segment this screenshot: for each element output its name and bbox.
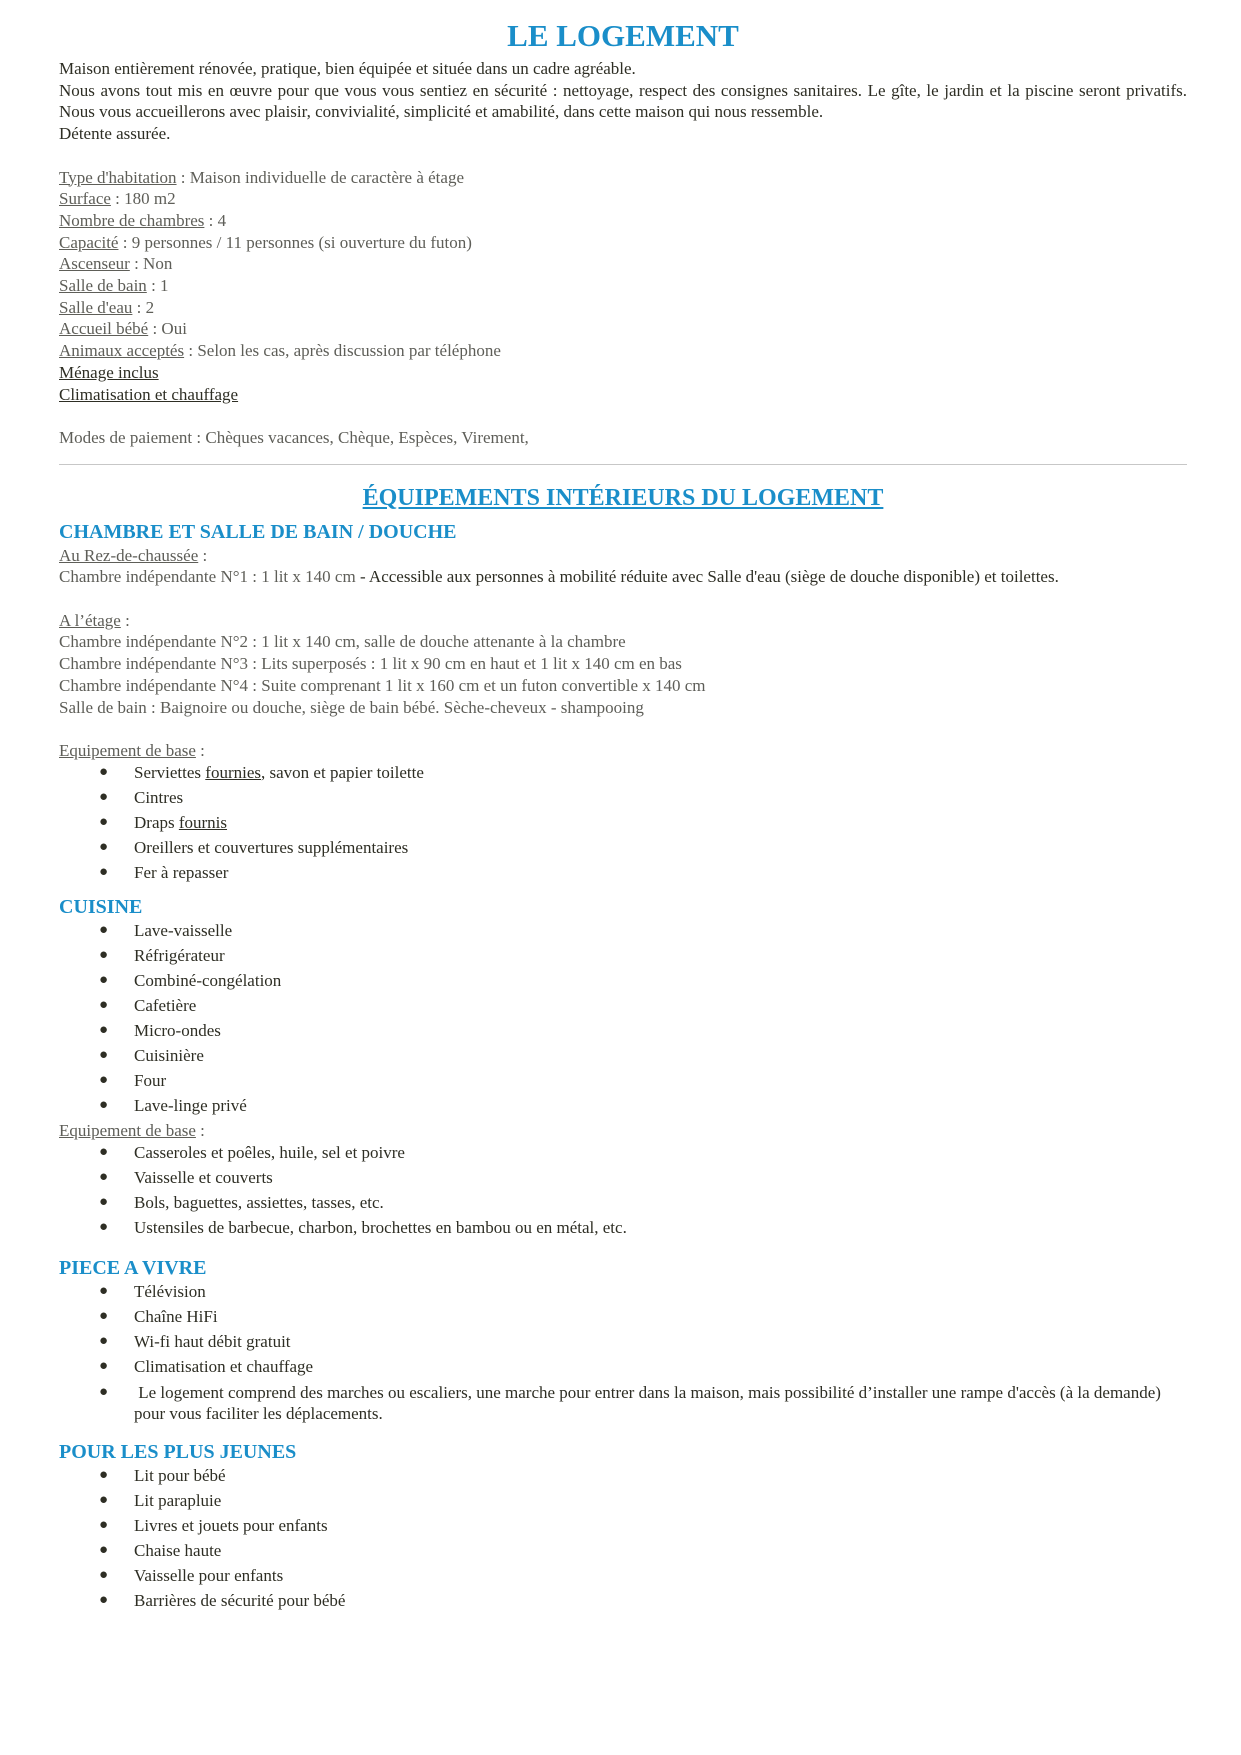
equip-label: Equipement de base	[59, 740, 196, 760]
item-text-underlined: fournies	[205, 762, 262, 782]
spec-row	[59, 297, 1187, 319]
etage-line: Chambre indépendante N°3 : Lits superposés : 1 lit x 90 cm en haut et 1 lit x 140 cm en bas	[59, 654, 682, 674]
etage-label: A l’étage	[59, 610, 121, 630]
bullet-icon: ●	[99, 1144, 109, 1161]
bullet-icon: ●	[99, 1542, 109, 1559]
item-text: Draps	[134, 812, 179, 832]
bullet-icon: ●	[99, 1567, 109, 1584]
equip-colon: :	[195, 740, 205, 760]
item-text: Vaisselle et couverts	[134, 1168, 273, 1188]
bullet-icon: ●	[99, 1169, 109, 1186]
item-text: Four	[134, 1071, 167, 1091]
etage-label-line	[59, 610, 1187, 632]
spec-value: : 180 m2	[110, 189, 176, 209]
bullet-icon: ●	[99, 1358, 109, 1375]
page-title: LE LOGEMENT	[507, 18, 739, 53]
item-text-underlined: fournis	[178, 812, 228, 832]
climatisation-line: Climatisation et chauffage	[59, 384, 239, 404]
bullet-icon: ●	[99, 1097, 109, 1114]
rdc-label-line	[59, 545, 1187, 567]
spec-label: Type d'habitation	[59, 167, 177, 187]
item-text: Ustensiles de barbecue, charbon, brochettes en bambou ou en métal, etc.	[134, 1218, 627, 1238]
item-text: Climatisation et chauffage	[134, 1357, 314, 1377]
chambre-details	[59, 545, 1187, 762]
cuisine-list	[59, 920, 1187, 1117]
etage-colon: :	[120, 610, 130, 630]
item-text: Wi-fi haut débit gratuit	[134, 1332, 291, 1352]
item-text: Micro-ondes	[134, 1021, 221, 1041]
chambre-1-access: - Accessible aux personnes à mobilité réduite avec Salle d'eau (siège de douche disponible) et toilettes.	[359, 567, 1059, 587]
spec-label: Salle de bain	[59, 276, 147, 296]
list-item	[59, 812, 1187, 834]
bullet-icon: ●	[99, 1283, 109, 1300]
section-heading-chambre: CHAMBRE ET SALLE DE BAIN / DOUCHE	[59, 520, 457, 543]
item-text: Barrières de sécurité pour bébé	[134, 1591, 346, 1611]
list-item	[59, 1020, 1187, 1042]
item-text: Serviettes	[134, 762, 206, 782]
item-text: Cafetière	[134, 995, 197, 1015]
etage-line: Chambre indépendante N°2 : 1 lit x 140 cm, salle de douche attenante à la chambre	[59, 632, 626, 652]
spec-value: : 4	[204, 210, 227, 230]
spec-row	[59, 210, 1187, 232]
section-heading-cuisine: CUISINE	[59, 895, 143, 918]
spec-value: : 1	[146, 276, 169, 296]
list-item	[59, 1192, 1187, 1214]
bullet-icon: ●	[99, 1492, 109, 1509]
equip-label: Equipement de base	[59, 1121, 196, 1141]
bullet-icon: ●	[99, 971, 109, 988]
spec-label: Capacité	[59, 232, 119, 252]
bullet-icon: ●	[99, 813, 109, 830]
list-item	[59, 837, 1187, 859]
spec-label: Surface	[59, 189, 111, 209]
bullet-icon: ●	[99, 838, 109, 855]
item-text: Cintres	[134, 787, 184, 807]
piece-list	[59, 1281, 1187, 1425]
list-item	[59, 1356, 1187, 1378]
spec-value: : Maison individuelle de caractère à étage	[176, 167, 464, 187]
item-text: Bols, baguettes, assiettes, tasses, etc.	[134, 1193, 384, 1213]
bullet-icon: ●	[99, 1022, 109, 1039]
bullet-icon: ●	[99, 1219, 109, 1236]
item-text: Combiné-congélation	[134, 970, 282, 990]
list-item	[59, 1382, 1187, 1425]
list-item	[59, 1515, 1187, 1537]
item-text: Lit pour bébé	[134, 1465, 226, 1485]
menage-line: Ménage inclus	[59, 362, 159, 382]
list-item	[59, 920, 1187, 942]
list-item	[59, 1590, 1187, 1612]
section-heading-piece-a-vivre: PIECE A VIVRE	[59, 1257, 207, 1280]
bullet-icon: ●	[99, 1333, 109, 1350]
bullet-icon: ●	[99, 1308, 109, 1325]
chambre-equip-label-line	[59, 740, 1187, 762]
section-heading-plus-jeunes: POUR LES PLUS JEUNES	[59, 1440, 297, 1463]
jeunes-list	[59, 1465, 1187, 1612]
list-item	[59, 1095, 1187, 1117]
list-item	[59, 762, 1187, 784]
intro-line: Nous avons tout mis en œuvre pour que vous vous sentiez en sécurité : nettoyage, respect des consignes sanitaires. Le gîte, le jardin et la piscine seront privatifs. Nous vous accueillerons avec plaisir, convivialité, simplicité et amabilité, dans cette maison qui nous ressemble.	[59, 80, 1187, 122]
bullet-icon: ●	[99, 788, 109, 805]
bullet-icon: ●	[99, 1517, 109, 1534]
bullet-icon: ●	[99, 946, 109, 963]
equip-colon: :	[195, 1121, 205, 1141]
equipment-title: ÉQUIPEMENTS INTÉRIEURS DU LOGEMENT	[362, 484, 884, 511]
chambre-equip-list	[59, 762, 1187, 884]
list-item	[59, 1167, 1187, 1189]
spec-value: : Oui	[148, 319, 187, 339]
chambre-1-line	[59, 566, 1187, 588]
intro-line: Maison entièrement rénovée, pratique, bien équipée et située dans un cadre agréable.	[59, 59, 636, 78]
intro-text	[59, 58, 1187, 145]
section-divider	[59, 464, 1187, 465]
document-page	[59, 16, 1187, 1615]
bullet-icon: ●	[99, 921, 109, 938]
list-item	[59, 1045, 1187, 1067]
cuisine-equip-label-line	[59, 1120, 1187, 1142]
item-text: Cuisinière	[134, 1046, 204, 1066]
etage-line: Salle de bain : Baignoire ou douche, siège de bain bébé. Sèche-cheveux - shampooing	[59, 697, 644, 717]
bullet-icon: ●	[99, 864, 109, 880]
spec-value: : Selon les cas, après discussion par téléphone	[184, 341, 501, 361]
rdc-label: Au Rez-de-chaussée	[59, 545, 199, 565]
item-text: Vaisselle pour enfants	[134, 1566, 284, 1586]
bullet-icon: ●	[99, 1047, 109, 1064]
bullet-icon: ●	[99, 1466, 109, 1483]
list-item	[59, 945, 1187, 967]
item-text: Chaîne HiFi	[134, 1307, 218, 1327]
bullet-icon: ●	[99, 1194, 109, 1211]
spec-label: Salle d'eau	[59, 297, 133, 317]
item-text: Fer à repasser	[134, 863, 229, 882]
spec-label: Accueil bébé	[59, 319, 149, 339]
bullet-icon: ●	[99, 1383, 109, 1400]
spec-row	[59, 167, 1187, 189]
chambre-1-text: Chambre indépendante N°1 : 1 lit x 140 cm	[59, 567, 360, 587]
item-text: Télévision	[134, 1282, 206, 1302]
list-item	[59, 1540, 1187, 1562]
item-text: Réfrigérateur	[134, 945, 225, 965]
bullet-icon: ●	[99, 763, 109, 780]
list-item	[59, 1281, 1187, 1303]
spec-row	[59, 340, 1187, 362]
etage-line: Chambre indépendante N°4 : Suite comprenant 1 lit x 160 cm et un futon convertible x 140 cm	[59, 675, 706, 695]
specs-list	[59, 167, 1187, 406]
spec-row	[59, 275, 1187, 297]
list-item	[59, 1142, 1187, 1164]
intro-line: Détente assurée.	[59, 124, 171, 144]
spec-label: Nombre de chambres	[59, 210, 205, 230]
list-item	[59, 1306, 1187, 1328]
item-text: Chaise haute	[134, 1541, 222, 1561]
item-text: Livres et jouets pour enfants	[134, 1516, 328, 1536]
list-item	[59, 1217, 1187, 1239]
cuisine-equip-list	[59, 1142, 1187, 1239]
rdc-colon: :	[198, 545, 208, 565]
list-item	[59, 1331, 1187, 1353]
spec-row	[59, 318, 1187, 340]
list-item	[59, 862, 1187, 884]
spec-label: Ascenseur	[59, 254, 130, 274]
spec-row	[59, 253, 1187, 275]
item-text: Le logement comprend des marches ou escaliers, une marche pour entrer dans la maison, mais possibilité d’installer une rampe d'accès (à la demande) pour vous faciliter les déplacements.	[134, 1382, 1166, 1424]
list-item	[59, 1490, 1187, 1512]
list-item	[59, 995, 1187, 1017]
bullet-icon: ●	[99, 1072, 109, 1089]
list-item	[59, 1465, 1187, 1487]
spec-value: : Non	[129, 254, 173, 274]
payment-line: Modes de paiement : Chèques vacances, Chèque, Espèces, Virement,	[59, 427, 529, 447]
item-text: , savon et papier toilette	[261, 762, 424, 782]
item-text: Lave-vaisselle	[134, 920, 233, 940]
bullet-icon: ●	[99, 996, 109, 1013]
item-text: Casseroles et poêles, huile, sel et poivre	[134, 1143, 405, 1163]
spec-row	[59, 188, 1187, 210]
list-item	[59, 1070, 1187, 1092]
item-text: Lit parapluie	[134, 1491, 222, 1511]
list-item	[59, 970, 1187, 992]
spec-label: Animaux acceptés	[59, 341, 185, 361]
spec-row	[59, 232, 1187, 254]
list-item	[59, 787, 1187, 809]
bullet-icon: ●	[99, 1592, 109, 1609]
item-text: Lave-linge privé	[134, 1096, 247, 1116]
list-item	[59, 1565, 1187, 1587]
item-text: Oreillers et couvertures supplémentaires	[134, 837, 409, 857]
spec-value: : 9 personnes / 11 personnes (si ouverture du futon)	[118, 232, 472, 252]
spec-value: : 2	[132, 297, 155, 317]
